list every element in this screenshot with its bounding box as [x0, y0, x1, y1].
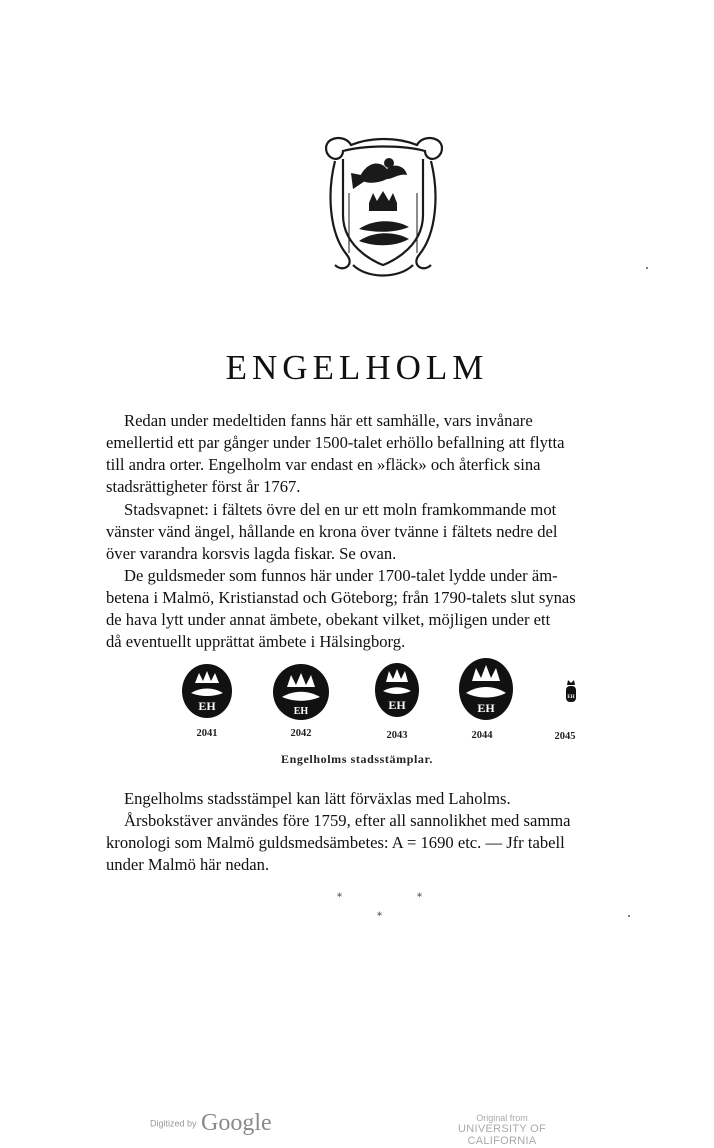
text-line: över varandra korsvis lagda fiskar. Se ovan. — [106, 544, 397, 563]
stamp-mark-2044 — [458, 657, 514, 721]
stamp-initials: EH — [198, 699, 216, 713]
stamp-initials: EH — [388, 698, 406, 712]
stamp-number: 2043 — [386, 730, 408, 741]
stamp-mark-2042 — [272, 663, 330, 721]
text-line: då eventuellt upprättat ämbete i Hälsingborg. — [106, 632, 406, 651]
text-line: Engelholms stadsstämpel kan lätt förväxlas med Laholms. — [124, 789, 511, 808]
stamp-mark-2045 — [564, 678, 578, 704]
stamp-mark-2043 — [374, 662, 420, 718]
stamp-number: 2042 — [290, 728, 312, 739]
asterism-star: * — [337, 892, 342, 903]
text-line: betena i Malmö, Kristianstad och Göteborg; från 1790-talets slut synas — [106, 588, 576, 607]
asterism-star: * — [377, 911, 382, 922]
stamp-number: 2041 — [196, 728, 218, 739]
paragraph-history — [106, 410, 662, 498]
asterism-star: * — [417, 892, 422, 903]
text-line: under Malmö här nedan. — [106, 855, 270, 874]
stamp-caption: Engelholms stadsstämplar. — [281, 752, 433, 766]
paragraph-goldsmiths — [106, 565, 662, 653]
stamp-initials: EH — [293, 706, 309, 717]
text-line: Årsbokstäver användes före 1759, efter all sannolikhet med samma — [124, 811, 571, 830]
text-line: kronologi som Malmö guldsmedsämbetes: A = 1690 etc. — Jfr tabell — [106, 833, 565, 852]
paragraph-coat-of-arms — [106, 499, 662, 565]
text-line: stadsrättigheter först år 1767. — [106, 477, 301, 496]
coat-of-arms-illustration — [313, 133, 453, 283]
paragraph-year-letters — [106, 810, 662, 876]
page-title: ENGELHOLM — [225, 348, 489, 387]
original-source-watermark — [428, 1113, 576, 1147]
text-line: vänster vänd ängel, hållande en krona över tvänne i fältets nedre del — [106, 522, 558, 541]
speck — [646, 267, 648, 269]
text-line: till andra orter. Engelholm var endast en »fläck» och återfick sina — [106, 455, 541, 474]
paragraph-confusion-note — [106, 788, 662, 810]
stamp-initials: EH — [567, 695, 575, 700]
google-logo: Google — [200, 1110, 272, 1136]
stamp-mark-2041 — [181, 663, 233, 719]
digitized-label: Digitized by — [150, 1118, 197, 1129]
stamp-number: 2045 — [554, 731, 576, 742]
original-from-label: Original from — [476, 1113, 528, 1123]
text-line: Redan under medeltiden fanns här ett samhälle, vars invånare — [124, 411, 533, 430]
speck — [628, 915, 630, 917]
stamp-number: 2044 — [471, 730, 493, 741]
stamp-initials: EH — [477, 701, 495, 715]
text-line: emellertid ett par gånger under 1500-talet erhöllo befallning att flytta — [106, 433, 565, 452]
digitized-by-google-watermark — [150, 1110, 272, 1137]
text-line: de hava lytt under annat ämbete, obekant vilket, möjligen under ett — [106, 610, 551, 629]
text-line: Stadsvapnet: i fältets övre del en ur ett moln framkommande mot — [124, 500, 557, 519]
institution-label: UNIVERSITY OF CALIFORNIA — [457, 1123, 547, 1147]
text-line: De guldsmeder som funnos här under 1700-talet lydde under äm- — [124, 566, 558, 585]
